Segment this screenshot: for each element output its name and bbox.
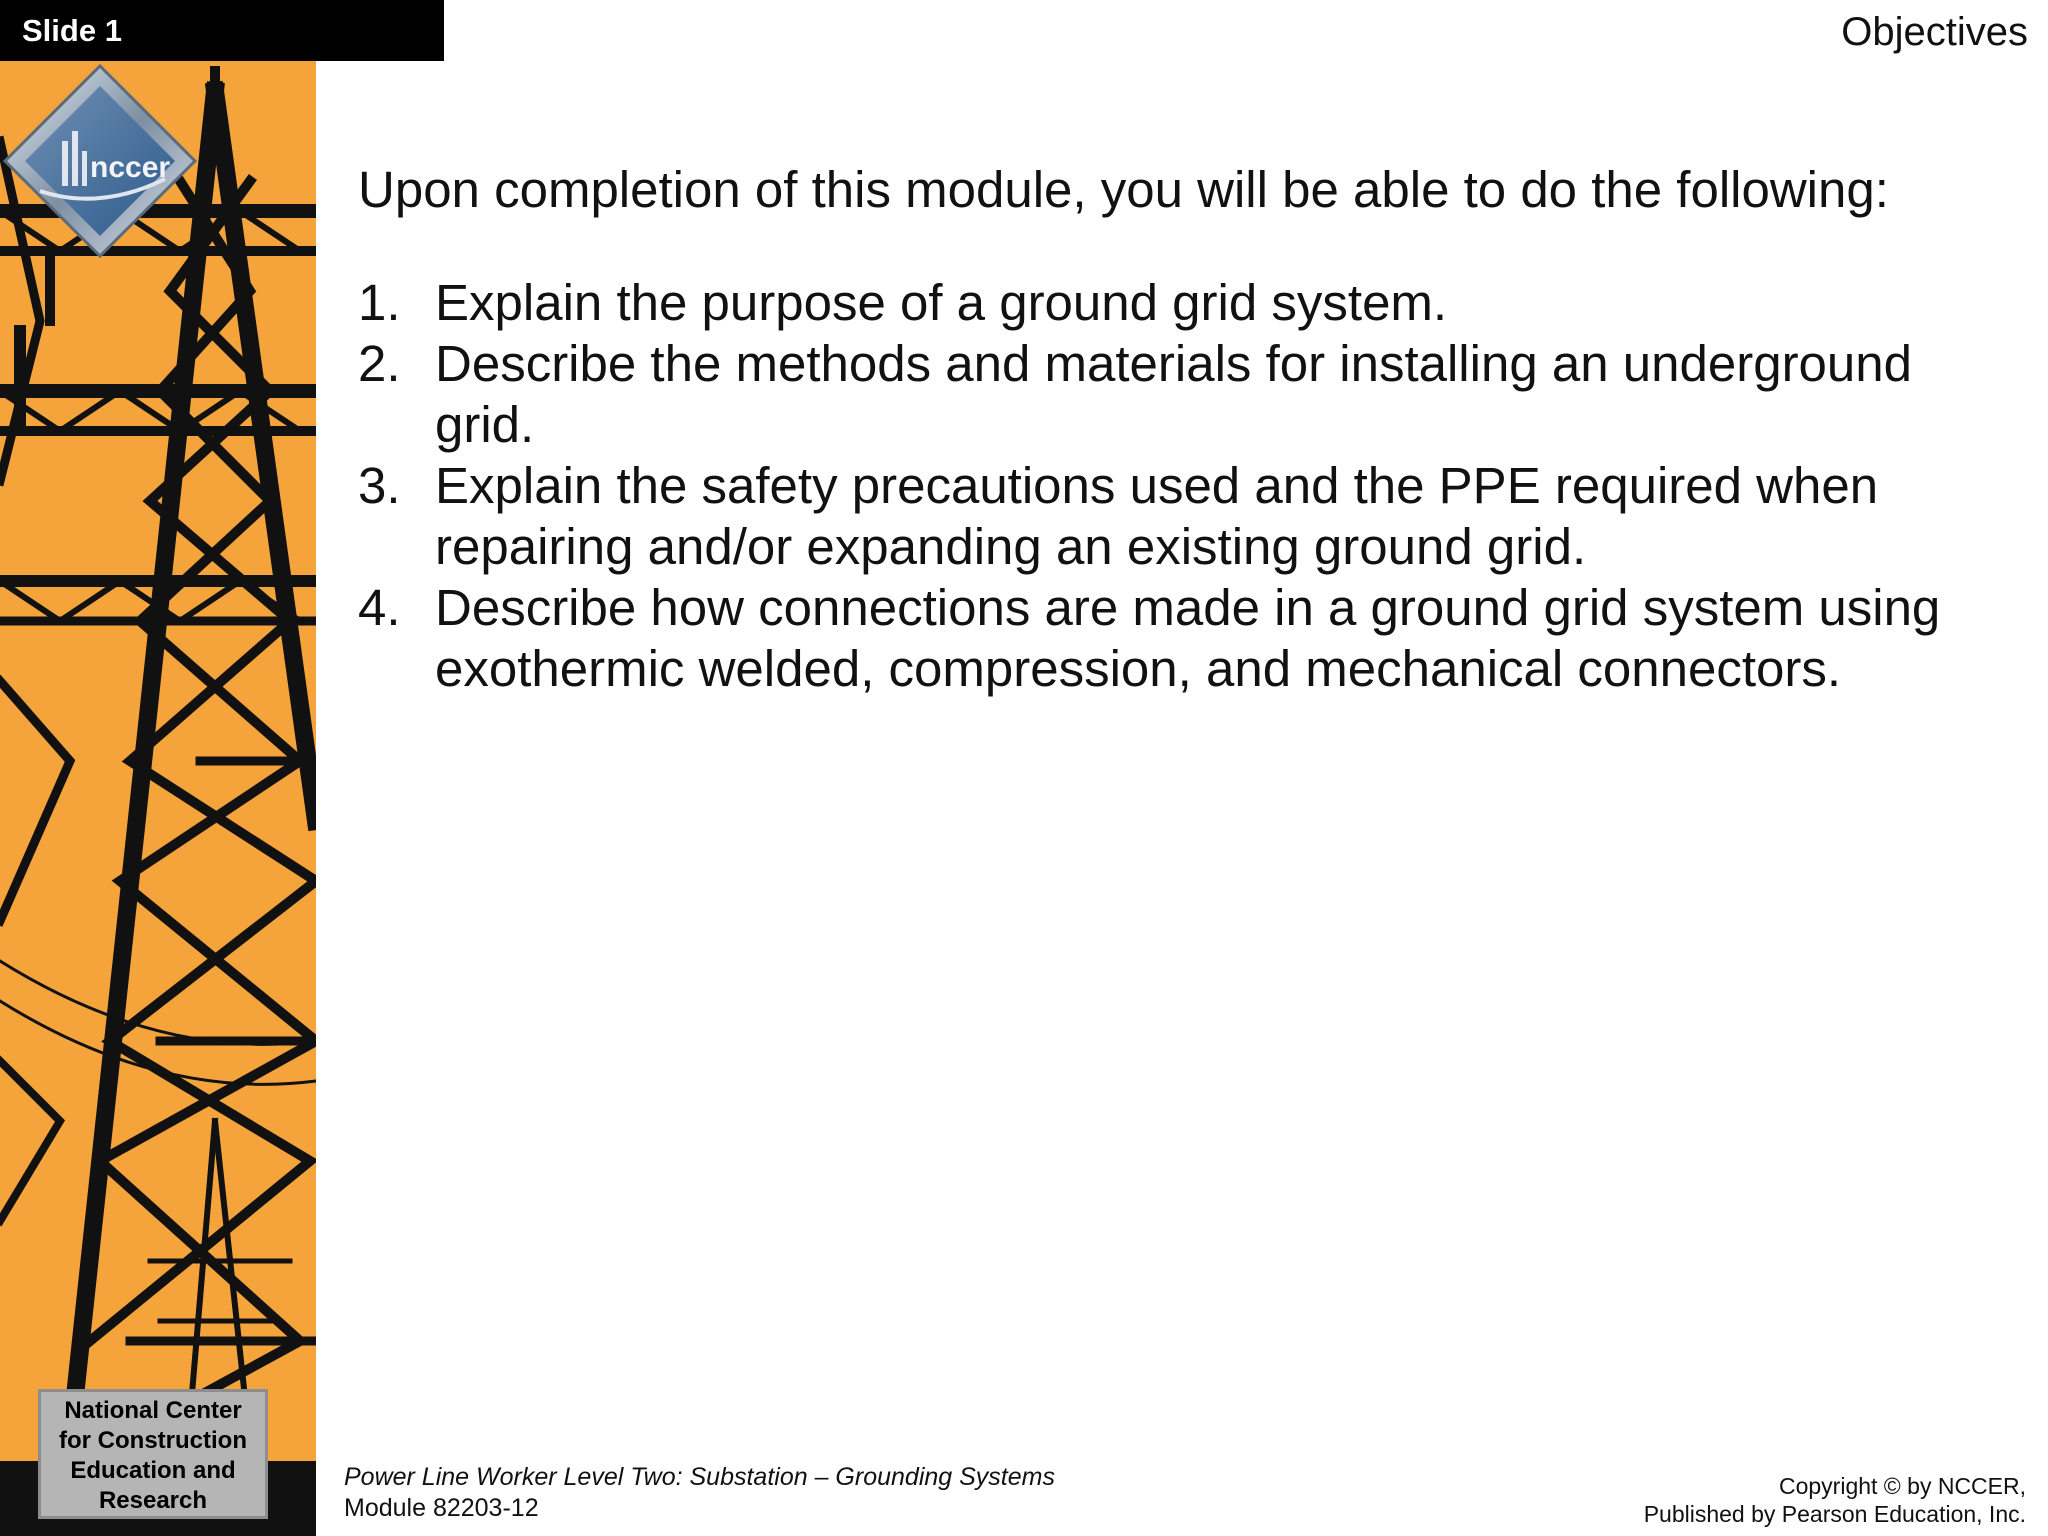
- organization-name-box: [38, 1389, 268, 1519]
- slide-number-tab: Slide 1: [0, 0, 444, 61]
- org-name-line: National Center: [64, 1397, 242, 1424]
- course-title: Power Line Worker Level Two: Substation – Grounding Systems: [344, 1463, 1055, 1491]
- objective-text: Describe the methods and materials for installing an underground grid.: [435, 335, 1913, 453]
- objective-item: [358, 272, 1998, 333]
- section-title: Objectives: [1841, 10, 2028, 54]
- side-decorative-panel: [0, 61, 316, 1536]
- org-name-line: Education and: [70, 1457, 236, 1484]
- org-name-line: Research: [98, 1487, 208, 1514]
- objective-text: Explain the safety precautions used and the PPE required when repairing and/or expanding an existing ground grid.: [435, 457, 1879, 575]
- svg-text:nccer: nccer: [90, 151, 171, 184]
- objective-number: 4.: [358, 579, 401, 636]
- module-number: Module 82203-12: [344, 1494, 539, 1522]
- objective-item: [358, 455, 1998, 577]
- publisher-line: Published by Pearson Education, Inc.: [1643, 1501, 2026, 1527]
- objective-number: 2.: [358, 335, 401, 392]
- objectives-list: [358, 272, 1998, 699]
- objective-number: 1.: [358, 274, 401, 331]
- objective-item: [358, 333, 1998, 455]
- slide-content: [358, 160, 1998, 699]
- objective-item: [358, 577, 1998, 699]
- objective-number: 3.: [358, 457, 401, 514]
- transmission-tower-illustration: [0, 61, 316, 1536]
- org-name-line: for Construction: [59, 1427, 247, 1454]
- nccer-logo: [0, 61, 200, 261]
- intro-text: Upon completion of this module, you will be able to do the following:: [358, 161, 1889, 218]
- footer-copyright: [1644, 1472, 2026, 1528]
- objective-text: Describe how connections are made in a ground grid system using exothermic welded, compression, and mechanical connectors.: [435, 579, 1941, 697]
- footer-course-info: [344, 1462, 1055, 1524]
- objective-text: Explain the purpose of a ground grid system.: [435, 274, 1448, 331]
- copyright-line: Copyright © by NCCER,: [1778, 1473, 2026, 1499]
